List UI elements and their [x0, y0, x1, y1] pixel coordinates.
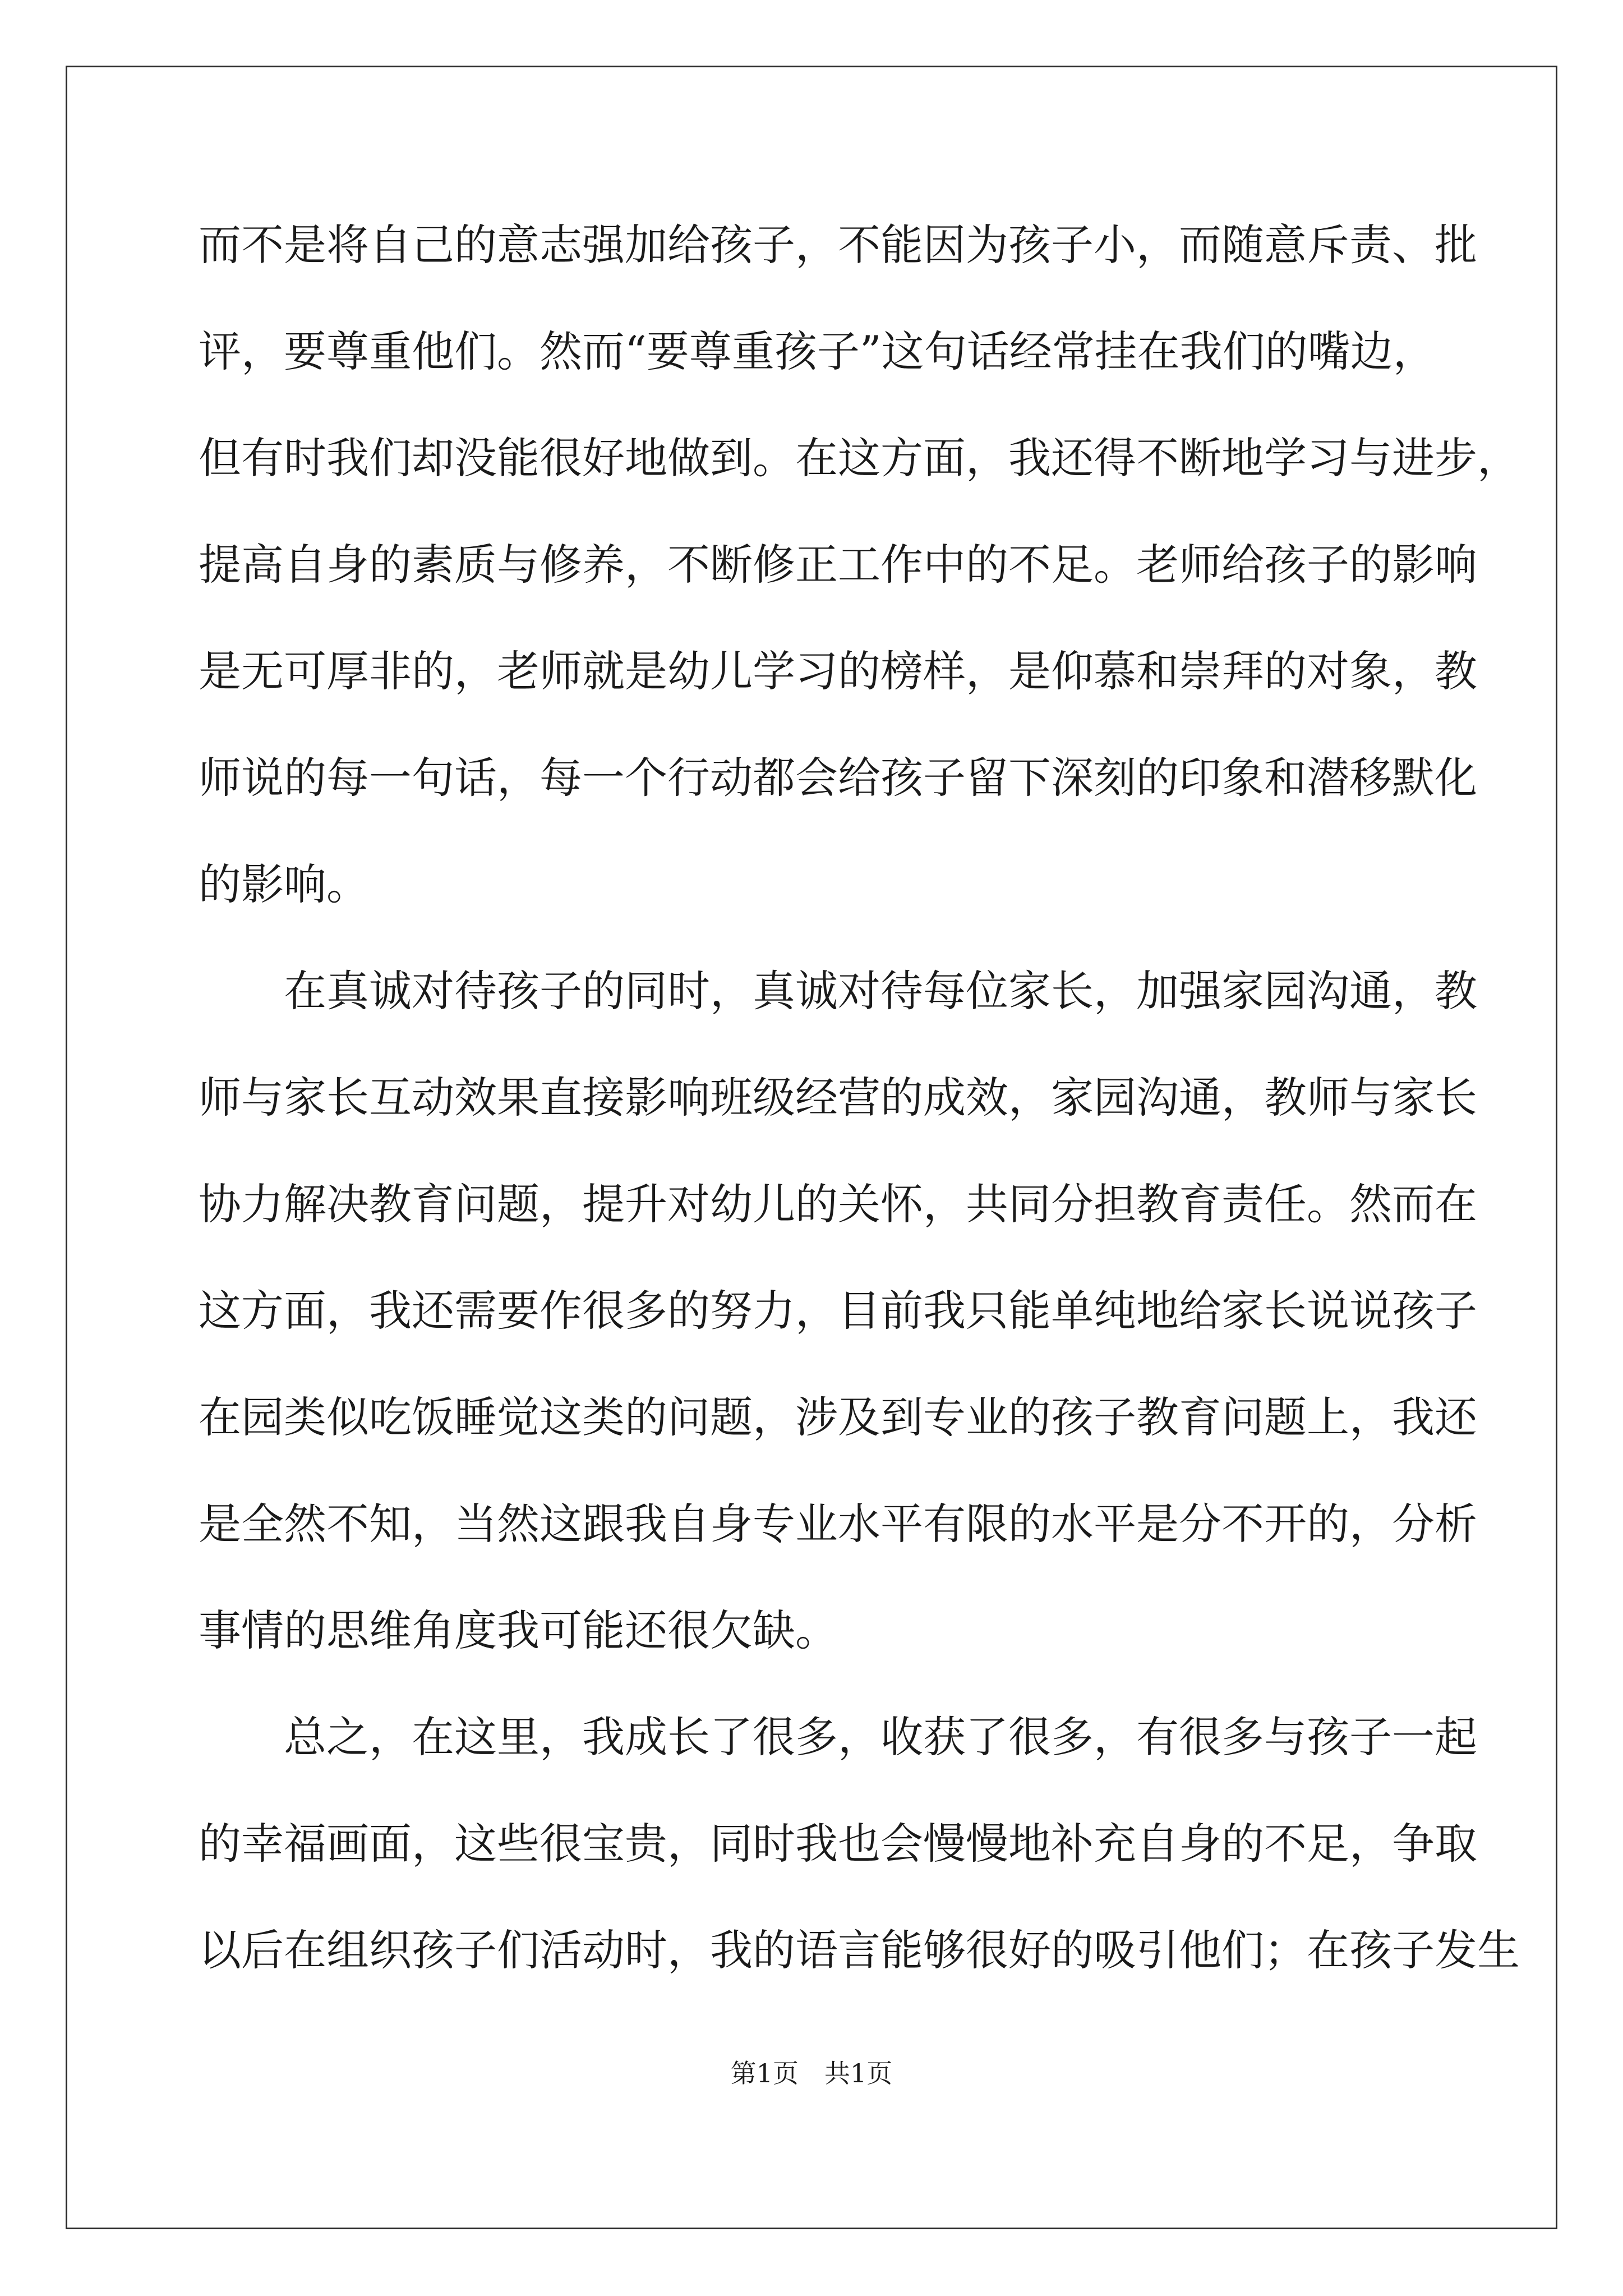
text-line: 的幸福画面，这些很宝贵，同时我也会慢慢地补充自身的不足，争取 — [199, 1819, 1477, 1869]
text-line: 评，要尊重他们。然而“要尊重孩子”这句话经常挂在我们的嘴边， — [199, 326, 1436, 376]
document-body — [199, 219, 1520, 2031]
text-line: 这方面，我还需要作很多的努力，目前我只能单纯地给家长说说孩子 — [199, 1286, 1477, 1336]
text-line: 但有时我们却没能很好地做到。在这方面，我还得不断地学习与进步， — [199, 433, 1520, 483]
text-line: 协力解决教育问题，提升对幼儿的关怀，共同分担教育责任。然而在 — [199, 1179, 1477, 1229]
text-line: 是无可厚非的，老师就是幼儿学习的榜样，是仰慕和崇拜的对象，教 — [199, 646, 1477, 696]
text-line: 而不是将自己的意志强加给孩子，不能因为孩子小，而随意斥责、批 — [199, 220, 1477, 270]
text-line: 是全然不知，当然这跟我自身专业水平有限的水平是分不开的，分析 — [199, 1499, 1477, 1549]
text-line: 在园类似吃饭睡觉这类的问题，涉及到专业的孩子教育问题上，我还 — [199, 1392, 1477, 1442]
text-line: 师说的每一句话，每一个行动都会给孩子留下深刻的印象和潜移默化 — [199, 753, 1477, 803]
text-line: 在真诚对待孩子的同时，真诚对待每位家长，加强家园沟通，教 — [284, 966, 1477, 1016]
text-line: 的影响。 — [199, 859, 369, 909]
text-line: 提高自身的素质与修养，不断修正工作中的不足。老师给孩子的影响 — [199, 540, 1477, 590]
page-footer: 第1页 共1页 — [730, 2058, 893, 2088]
text-line: 总之，在这里，我成长了很多，收获了很多，有很多与孩子一起 — [284, 1712, 1477, 1762]
text-line: 事情的思维角度我可能还很欠缺。 — [199, 1605, 838, 1655]
text-line: 以后在组织孩子们活动时，我的语言能够很好的吸引他们；在孩子发生 — [199, 1925, 1520, 1975]
text-line: 师与家长互动效果直接影响班级经营的成效，家园沟通，教师与家长 — [199, 1073, 1477, 1122]
